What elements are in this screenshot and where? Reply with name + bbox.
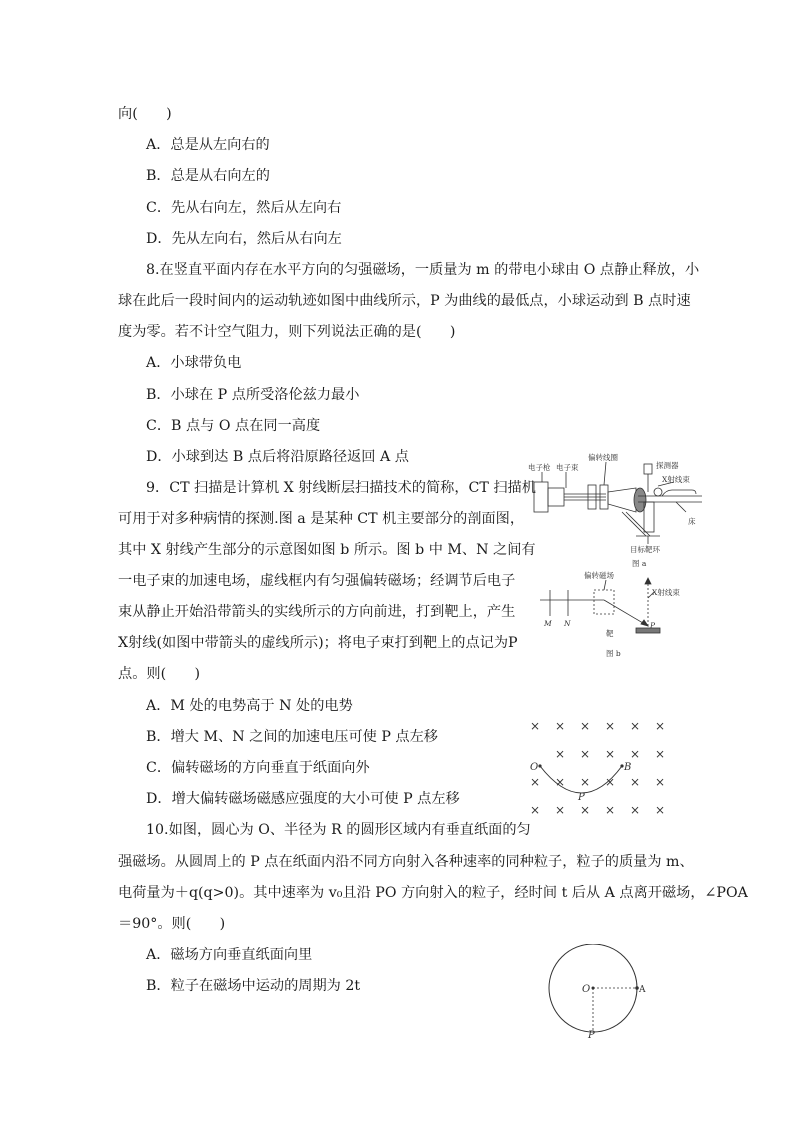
q9-stem-line4: 一电子束的加速电场，虚线框内有匀强偏转磁场；经调节后电子 [118, 573, 516, 589]
deflection-figure [540, 570, 680, 662]
field-cross: × [605, 803, 616, 817]
q8-stem-line1: 8.在竖直平面内存在水平方向的匀强磁场，一质量为 m 的带电小球由 O 点静止释放，小 [146, 262, 700, 278]
q9-stem-line6: X射线(如图中带箭头的虚线所示)；将电子束打到靶上的点记为P [118, 635, 518, 651]
beam-arrow [641, 620, 648, 626]
label-m: M [544, 619, 552, 628]
q8-option-c: C．B 点与 O 点在同一高度 [146, 418, 321, 434]
q8-option-a: A．小球带负电 [146, 355, 242, 371]
patient [662, 490, 696, 496]
field-cross: × [580, 775, 591, 789]
beam-chamber [608, 488, 636, 512]
label-p-field: P [578, 792, 585, 803]
xray-arrow [645, 578, 651, 584]
field-crosses [530, 719, 665, 817]
field-cross: × [655, 803, 666, 817]
label-n: N [564, 619, 571, 628]
gun-block [548, 488, 564, 506]
label-detector: 探测器 [656, 461, 679, 470]
q9-stem-line5: 束从静止开始沿带箭头的实线所示的方向前进，打到靶上，产生 [118, 604, 516, 620]
q9-option-d: D．增大偏转磁场磁感应强度的大小可使 P 点左移 [146, 791, 460, 807]
circle-field-figure [546, 944, 656, 1040]
field-cross: × [580, 803, 591, 817]
q10-option-a: A．磁场方向垂直纸面向里 [146, 947, 313, 963]
label-bed: 床 [688, 517, 696, 526]
q9-option-b: B．增大 M、N 之间的加速电压可使 P 点左移 [146, 729, 438, 745]
q8-option-b: B．小球在 P 点所受洛伦兹力最小 [146, 387, 360, 403]
q7-option-d: D．先从左向右，然后从右向左 [146, 231, 342, 247]
field-cross: × [655, 775, 666, 789]
caption-b: 图 b [606, 649, 621, 658]
electron-path-bent [604, 600, 648, 626]
q7-stem-tail: 向( ) [118, 106, 172, 122]
label-coil: 偏转线圈 [588, 453, 618, 462]
gun-housing [534, 482, 548, 512]
field-cross: × [655, 747, 666, 761]
q9-stem-line3: 其中 X 射线产生部分的示意图如图 b 所示。图 b 中 M、N 之间有 [118, 542, 536, 558]
q9-option-c: C．偏转磁场的方向垂直于纸面向外 [146, 760, 370, 776]
label-b-field: B [624, 762, 632, 773]
field-cross: × [655, 719, 666, 733]
point-o-dot [538, 764, 541, 767]
q10-stem-line3: 电荷量为＋q(q>0)。其中速率为 v₀且沿 PO 方向射入的粒子，经时间 t 后从 A 点离开磁场，∠POA [118, 885, 748, 901]
label-field: 偏转磁场 [584, 571, 614, 580]
field-cross: × [630, 775, 641, 789]
q7-option-b: B．总是从右向左的 [146, 168, 270, 184]
field-cross: × [555, 747, 566, 761]
q8-stem-line3: 度为零。若不计空气阻力，则下列说法正确的是( ) [118, 324, 456, 340]
field-cross: × [605, 775, 616, 789]
field-cross: × [530, 719, 541, 733]
caption-a: 图 a [632, 559, 647, 568]
q8-stem-line2: 球在此后一段时间内的运动轨迹如图中曲线所示，P 为曲线的最低点，小球运动到 B 点时速 [118, 293, 691, 309]
label-o-field: O [530, 762, 539, 773]
label-gun: 电子枪 [528, 463, 551, 472]
q10-stem-line2: 强磁场。从圆周上的 P 点在纸面内沿不同方向射入各种速率的同种粒子，粒子的质量为 m、 [118, 854, 694, 870]
field-cross: × [530, 803, 541, 817]
q10-stem-line1: 10.如图，圆心为 O、半径为 R 的圆形区域内有垂直纸面的匀 [146, 822, 531, 838]
label-target: 目标靶环 [630, 545, 660, 554]
label-xray-b: X射线束 [652, 588, 680, 597]
field-cross: × [580, 719, 591, 733]
bed-support [644, 502, 654, 532]
label-target-b: 靶 [606, 629, 614, 638]
q7-option-c: C．先从右向左，然后从左向右 [146, 200, 342, 216]
field-cross: × [630, 719, 641, 733]
q10-stem-line4: ＝90°。则( ) [118, 916, 226, 932]
label-o-circle: O [582, 984, 591, 995]
label-p-b: P [650, 621, 656, 630]
field-cross: × [605, 747, 616, 761]
field-box [594, 590, 614, 614]
field-cross: × [630, 803, 641, 817]
q9-stem-line7: 点。则( ) [118, 666, 201, 682]
field-cross: × [555, 803, 566, 817]
q9-option-a: A．M 处的电势高于 N 处的电势 [146, 698, 353, 714]
q9-stem-line1: 9．CT 扫描是计算机 X 射线断层扫描技术的简称，CT 扫描机 [146, 480, 536, 496]
ray-slope [626, 512, 650, 536]
field-cross: × [580, 747, 591, 761]
label-xray: X射线束 [662, 475, 690, 484]
ct-machine-figure [526, 452, 708, 570]
label-p-circle: P [588, 1030, 595, 1040]
label-a-circle: A [639, 985, 646, 995]
field-cross: × [530, 775, 541, 789]
q10-option-b: B．粒子在磁场中运动的周期为 2t [146, 978, 361, 994]
q7-option-a: A．总是从左向右的 [146, 137, 270, 153]
field-cross: × [605, 719, 616, 733]
field-cross: × [555, 775, 566, 789]
field-cross: × [630, 747, 641, 761]
label-beam: 电子束 [556, 463, 579, 472]
q8-option-d: D．小球到达 B 点后将沿原路径返回 A 点 [146, 449, 409, 465]
detector-shape [644, 464, 652, 474]
q9-stem-line2: 可用于对多种病情的探测.图 a 是某种 CT 机主要部分的剖面图， [118, 511, 525, 527]
field-cross: × [555, 719, 566, 733]
target-plate [636, 628, 660, 633]
magnetic-field-figure [522, 712, 672, 820]
center-dot [592, 987, 595, 990]
